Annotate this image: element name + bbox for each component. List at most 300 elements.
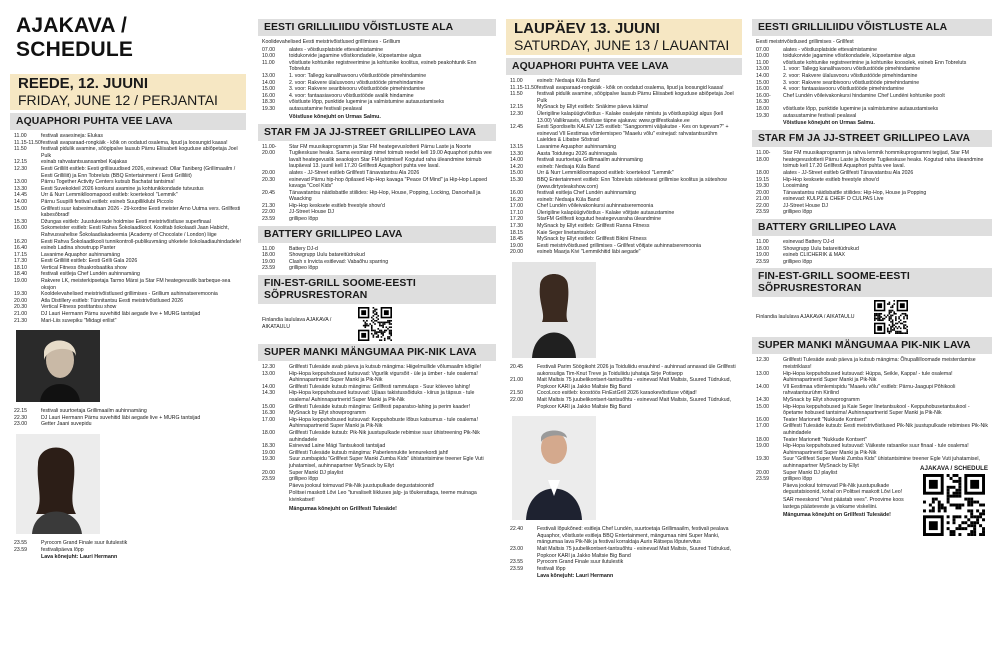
event-time: 20.00 [756, 469, 769, 476]
event-time: 17.10 [510, 209, 523, 216]
event-time: 23.59 [756, 476, 769, 483]
schedule-row [10, 408, 246, 415]
event-description: Clash x Invicta esitlevad: Vabaõhu sparring [289, 258, 389, 265]
schedule-row [752, 357, 992, 370]
schedule-row [258, 47, 496, 54]
event-description: Grillfesti Tulesäde kutsub mängima: Grillfesti paparatso-lahing ja perim kaader! [289, 403, 471, 410]
event-description: DJ Lauri Hermann Pärnu suvehitid läbi aegade live + MURG tantsijad [41, 414, 201, 421]
section-battery-stage: BATTERY GRILLIPEO LAVA [258, 226, 496, 243]
schedule-row [752, 252, 992, 259]
event-description: Hip-Hopa keppuhobused kutsuvad: Ujlaas takistussõiduks - kiirus ja täpsus - tule osalema! Auhinnapartnerid Super Manki ja Pik-Nik [289, 390, 475, 403]
event-time: 20.00 [14, 297, 27, 304]
event-time: 18.00 [756, 105, 769, 112]
event-description: Grillfesti Tulesäde avab päeva ja kutsub mängima: Hiigelmullide võlumaailm kõigile! [289, 364, 482, 371]
event-time: 19.15 [756, 176, 769, 183]
event-time: 23.59 [262, 476, 275, 483]
event-description: Pärnu Together Activity Centers kutsub Bachatat tantsima! [41, 179, 175, 186]
performer-photo [512, 262, 596, 358]
event-list [10, 133, 246, 324]
event-time: 18.00 [756, 245, 769, 252]
schedule-row [10, 192, 246, 199]
event-time: 20.00 [262, 169, 275, 176]
schedule-row [506, 236, 742, 243]
schedule-row [258, 144, 496, 170]
event-time: 16.30 [262, 410, 275, 417]
event-time: 11.00 [262, 59, 275, 66]
schedule-row [506, 78, 742, 85]
schedule-row [258, 99, 496, 106]
event-description: festivalipäeva lõpp [41, 546, 84, 553]
event-description: võistluste kohtunike registreerimine ja kohtunike koosolek, esineb Enn Tobreluts [783, 59, 967, 66]
section-grilliliit-competition: EESTI GRILLILIIDU VÕISTLUSTE ALA [258, 19, 496, 36]
event-time: 20.45 [262, 189, 275, 196]
event-time: 23.55 [510, 559, 523, 566]
event-description: festivali pidulik avamine, sõögipalve lausub Pärnu Eliisabeti koguduse abiõpetaja Joel Pulk [41, 146, 238, 159]
event-description: Hip-Hopa keppuhobused kutsuvad: Väikeste ratsanike suur finaal - tule osalema! Auhinnapartnerid Super Manki ja Pik-Nik [783, 443, 969, 456]
event-description: alates - JJ-Street esitleb Grillfesti Tänavatantsu Ala 2026 [289, 169, 420, 176]
event-description: grillipeo lõpp [289, 216, 319, 223]
event-time: 23.55 [14, 540, 27, 546]
event-description: Chef Lundén võileivakonkursi hindamine Chef Lundéni kohtunike poolt [783, 92, 945, 99]
qr-code-icon[interactable] [358, 307, 392, 341]
schedule-row [506, 546, 742, 559]
event-description: Eesti Grilliliit esitleb: Eesti Grilli Gala 2026 [41, 258, 138, 265]
schedule-row [752, 423, 992, 436]
restaurant-schedule-label: Finlandia laululava AJAKAVA / AIKATAULU [262, 317, 332, 331]
event-time: 11.00 [262, 245, 275, 252]
event-description: Suur "Grillfest Super Manki Zumba Kids" ühistantsimine treener Egle Vuti juhatamisel, auhinnapartner MySnack by Ellyt [783, 456, 980, 469]
event-description: 1. voor: Tallegg kanalihavooru võistlustööde pimehindamine [783, 66, 921, 73]
schedule-row [10, 179, 246, 186]
event-time: 16.20 [14, 238, 27, 245]
event-time: 14.20 [510, 163, 523, 170]
event-description: 4. voor: fantaasiavooru võistlustööde avalik hindamine [289, 92, 414, 99]
schedule-row [258, 53, 496, 60]
event-list [506, 526, 742, 572]
event-description: esinevad Pärnu hip-hop õpilased Hip-Hop kavaga "Peace Of Mind" ja Hip-Hop Lapsed kavaga "Cool Kids" [289, 176, 488, 190]
column-friday-main [10, 0, 246, 671]
event-time: 20.00 [756, 189, 769, 196]
section-fin-est-restaurant: FIN-EST-GRILL SOOME-EESTI SÕPRUSRESTORAN [258, 275, 496, 304]
event-description: Getter Jaani suvepidu [41, 421, 92, 428]
schedule-row [10, 311, 246, 318]
section-note: Võistluse kõnejuht on Urmas Salmu. [289, 113, 381, 120]
event-time: 15.00 [510, 170, 523, 177]
event-time: 18.40 [14, 271, 27, 278]
qr-code-icon[interactable] [923, 474, 985, 536]
event-time: 13.00 [262, 370, 275, 377]
schedule-row [10, 133, 246, 140]
event-time: 23.59 [756, 209, 769, 216]
schedule-row [506, 203, 742, 210]
event-description: esineb Maarja Kivi "Lemmikhitid läbi aegade" [537, 249, 641, 256]
event-time: 07.00 [262, 46, 275, 53]
event-time: 23.59 [510, 565, 523, 572]
event-description: Grillfesti Tulesäde kutsub mängima: Paberlennukite lennurekordi jaht! [289, 449, 449, 456]
schedule-row [258, 265, 496, 272]
event-description: Hip-Hop kesksete esitleb freestyle show'd [783, 176, 879, 183]
page-title: AJAKAVA / SCHEDULE [16, 14, 134, 61]
event-description: JJ-Street House DJ [783, 202, 828, 209]
schedule-row [258, 390, 496, 403]
event-time: 23.59 [262, 265, 275, 272]
event-time: 17.00 [262, 416, 275, 423]
schedule-row [258, 252, 496, 259]
event-time: 22.30 [14, 414, 27, 421]
schedule-row [10, 159, 246, 166]
schedule-row [752, 190, 992, 197]
event-time: 16.00 [510, 190, 523, 197]
schedule-row [258, 93, 496, 100]
event-description: Star FM muusikaprogramm ja Star FM heategevuslotterii Pärnu Laste ja Noorte Tugikeskuse heaks. Sama eesmärgi nimel toimub reedel kell 19.00 Aquaphori puhta vee lavalt heategevuslik seaoksjon Star FM juhtimisel! Kogutud raha üleandmine toimub laupäeval 13. juunil kell 17.20 Grillfesti Aquaphori puhta vee laval. [289, 143, 492, 170]
event-list [10, 408, 246, 428]
event-description: Mait Maltsis 75 juubelikontsert-tantsuõhtu - esinevad Mait Maltsis, Suured Tüdrukud, Popkoor KARI ja Jakko Maltsie Big Band [537, 397, 731, 410]
schedule-row [506, 151, 742, 158]
schedule-row [506, 223, 742, 230]
event-description: esineb: Nedsaja Küla Band [537, 78, 600, 84]
schedule-row [752, 259, 992, 266]
schedule-row [506, 364, 742, 377]
event-description: Loosimäng [783, 183, 809, 190]
schedule-row [506, 197, 742, 204]
event-time: 19.00 [510, 242, 523, 249]
event-description: Urr & Nurr Lemmiklloomapood esitleb: koertekool "Lemmik" [537, 170, 674, 177]
event-description: Teater Marionett "Nukkude Kontsert" [783, 436, 867, 443]
schedule-row [752, 170, 992, 177]
schedule-row [10, 186, 246, 193]
schedule-row [258, 209, 496, 216]
event-description: Eesti meistrivõistlused grillimises - Grillfest võitjate auhinnatseremoonia [537, 242, 702, 249]
schedule-row [258, 470, 496, 477]
event-description: esineb: Nedsaja Küla Band [537, 196, 600, 203]
event-description: Grillfesti Tulesäde kutsub mängima: Grillfesti rammulaps - Suur köieveo lahing! [289, 383, 471, 390]
event-list [752, 150, 992, 216]
schedule-row [506, 111, 742, 124]
event-time: 14.00 [510, 157, 523, 164]
event-description: Esinevad Laine Mägi Tantsukooli tantsijad [289, 443, 386, 450]
event-time: 15.30 [14, 218, 27, 225]
schedule-row [506, 377, 742, 390]
event-description: Pyrocom Grand Finale suur ilutulestik [537, 559, 624, 566]
event-description: esinevad Battery DJ-d [783, 239, 835, 246]
event-description: autasustamine festivali pealaval [783, 112, 857, 119]
column-friday-areas [258, 0, 496, 671]
event-time: 18.00 [262, 252, 275, 259]
event-time: 17.15 [14, 251, 27, 258]
schedule-row [506, 216, 742, 223]
performer-photo [16, 434, 100, 534]
event-description: esineb: Nedsaja Küla Band [537, 163, 600, 170]
event-time: 18.30 [262, 99, 275, 106]
event-description: 2. voor: Rakvere ülalusvooru võistlustööde pimehindamine [783, 72, 918, 79]
schedule-row [10, 415, 246, 422]
schedule-row [752, 397, 992, 404]
event-time: 16.00-16.30 [756, 92, 771, 106]
event-description: Star FM muusikaprogramm ja rahva lemmik hommikuprogrammi tegijad, Star FM heategevuslotterii Pärnu Laste ja Noorte Tugikeskuse heaks. Kogutud raha üleandmine toimub kell 17.20 Grillfesti Aquaphori puhta vee laval. [783, 150, 984, 170]
event-description: festivali suurtoetaja Grillimaailm auhinnamäng [537, 157, 643, 164]
event-time: 13.00 [756, 66, 769, 73]
event-description: Eesti Suvekokteil 2026 konkursi avamine ja kohtunikkondade tutvustus [41, 185, 204, 192]
event-description: Atla Distillery esitleb: Tünnitantsu Eesti meistrivõistlused 2026 [41, 297, 184, 304]
performer-photo [512, 416, 596, 520]
schedule-row [752, 404, 992, 417]
event-time: 12.15 [510, 104, 523, 111]
event-list [506, 364, 742, 410]
event-time: 23.59 [756, 258, 769, 265]
schedule-row [258, 430, 496, 443]
stage-host: Lava kõnejuht: Lauri Hermann [41, 554, 118, 561]
event-description: toidukorvide jagamine võistkondadele, küpsetamise algus [289, 53, 422, 60]
event-time: 23.59 [14, 546, 27, 553]
event-description: Chef Lundén võileivakonkursi auhinnatseremoonia [537, 203, 654, 210]
schedule-row [258, 443, 496, 450]
event-time: 17.00 [756, 423, 769, 430]
schedule-row [258, 73, 496, 80]
event-time: 19.00 [262, 258, 275, 265]
event-time: 10.00 [756, 53, 769, 60]
qr-code-icon[interactable] [874, 300, 908, 334]
event-description: Ülerigiline kalapüügivõistlus - Kalake osalejate nimistu ja võistluspüügi algus (kell 13.00) Vallikraavis, võistluse täpne ajakava: www.grillfestkalake.ee [537, 110, 723, 124]
section-note: SAR meeskond "Vest päästab vees". Proovime koos lastega päästevestе ja viskame viskeliini. [783, 496, 904, 510]
schedule-row [752, 417, 992, 424]
event-time: 12.30 [14, 165, 27, 172]
event-time: 12.45 [510, 124, 523, 131]
event-description: DJ Lauri Hermann Pärnu suvehitid läbi aegade live + MURG tantsijad [41, 311, 201, 318]
event-time: 20.00 [262, 469, 275, 476]
event-description: Kooldelevahelised meistrivõistlused grillimises - Grillium auhinnatseremoonia [41, 291, 218, 298]
event-time: 19.30 [262, 456, 275, 463]
event-time: 17.00 [510, 203, 523, 210]
schedule-row [506, 559, 742, 566]
schedule-row [752, 113, 992, 120]
event-time: 16.40 [14, 245, 27, 252]
schedule-row [752, 246, 992, 253]
schedule-row [10, 199, 246, 206]
event-description: esineb Ladina showtrupp Panter [41, 245, 116, 252]
event-description: grillipeo lõpp [783, 209, 813, 216]
schedule-row [506, 85, 742, 92]
section-supermanki-stage: SUPER MANKI MÄNGUMAA PIK-NIK LAVA [752, 337, 992, 354]
schedule-row [752, 443, 992, 456]
event-time: 14.00 [14, 198, 27, 205]
schedule-row [506, 210, 742, 217]
event-description: Vertical Fitness postitantsu show [41, 304, 117, 311]
event-description: Showgrupp Uulu batareitüdrukud [783, 245, 859, 252]
schedule-row [752, 80, 992, 87]
event-description: Džungas esitleb: Juustukerade hoidmise Eesti meistrivõistluse superfinaal [41, 218, 211, 225]
event-description: alates - võistlusplatside ettevalmistamine [783, 46, 877, 53]
event-description: esinab rahvatantsuansambel Kajakas [41, 159, 128, 166]
section-aquaphor-stage: AQUAPHORI PUHTA VEE LAVA [10, 113, 246, 130]
event-description: Festivali lõpukõned: esitleja Chef Lundén, suurtoetaja Grillimaailm, festivali pealava Aquaphor, võistluste esitleja BBQ Entertainment, mängumaa nimi Super Manki, mängumaa lava Pik-Nik ja festival korraldaja Auris Rätsepa lõputervitus [537, 526, 729, 546]
schedule-row [10, 166, 246, 179]
schedule-row [258, 476, 496, 483]
performer-photo [16, 330, 100, 402]
event-time: 17.30 [510, 223, 523, 230]
section-note: Mängumaa kõnejuht on Grillfesti Tulesäde! [289, 505, 397, 512]
schedule-row [258, 106, 496, 113]
event-description: Mait Maltsis 75 juubelikontsert-tantsuõhtu - esinevad Mait Maltsis, Suured Tüdrukud, Popkoor KARI ja Jakko Maltsie Big Band [537, 545, 731, 559]
event-list [258, 364, 496, 483]
schedule-qr-block [920, 465, 988, 541]
event-time: 11.00-20.00 [262, 143, 277, 157]
event-list [258, 47, 496, 113]
event-description: Super Manki DJ playlist [783, 469, 838, 476]
day-subtitle: SATURDAY, JUNE 13 / LAUANTAI [514, 37, 730, 53]
schedule-row [258, 410, 496, 417]
event-description: Hip-Hopa keppuhobused kutsuvad: Vigurlik vigursõit - üle ja ümber - tule osalema! Auhinnapartnerid Super Manki ja Pik-Nik [289, 370, 478, 384]
schedule-row [506, 170, 742, 177]
section-note: Päeva jooksul toimuvad Pik-Nik juustupulkade degustatsioonid, kohal on Politsei maskott Lõvi Leo! [783, 482, 903, 496]
schedule-row [10, 206, 246, 219]
event-time: 21.30 [14, 317, 27, 324]
event-description: grillipeo lõpp [289, 476, 319, 483]
event-time: 22.00 [510, 397, 523, 403]
event-time: 16.00 [756, 86, 769, 93]
event-time: 16.20 [510, 196, 523, 203]
day-header-friday [10, 74, 246, 110]
event-time: 15.00 [262, 86, 275, 93]
schedule-row [258, 259, 496, 266]
section-grilliliit-competition: EESTI GRILLILIIDU VÕISTLUSTE ALA [752, 19, 992, 36]
event-time: 11.50 [510, 91, 523, 98]
schedule-row [752, 53, 992, 60]
event-description: Teater Marionett "Nukkude Kontsert" [783, 416, 867, 423]
event-description: 1. voor: Tallegg kanalihavooru võistlustööde pimehindamine [289, 72, 427, 79]
event-description: Grillfesti suur kabesimultaan 2026 - 29-kordne Eesti meister Arno Uutma vers. Grillfesti kabesõbrad! [41, 205, 241, 219]
schedule-row [10, 258, 246, 265]
event-time: 15.00 [14, 205, 27, 212]
event-time: 12.30 [262, 364, 275, 371]
day-subtitle: FRIDAY, JUNE 12 / PERJANTAI [18, 92, 218, 108]
event-time: 11.00-18.00 [756, 150, 771, 163]
event-time: 17.30 [14, 258, 27, 265]
event-description: Lavanime Aquaphor auhinnamäng [537, 143, 617, 150]
schedule-row [752, 150, 992, 170]
schedule-row [506, 157, 742, 164]
event-description: Vertical Fitness õhuakrobaatika show [41, 264, 127, 271]
event-description: festivali avaparaad-rongkäik - kõik on oodatud osalema, lipud ja loosungid kaasa! [41, 139, 228, 146]
event-description: Urr & Nurr Lemmiklloomapood esitleb: koertekool "Lemmik" [41, 192, 178, 199]
event-description: MySnack by Ellyt esitleb: Grillfesti Ranna Fitness [537, 223, 650, 230]
section-starfm-stage: STAR FM JA JJ-STREET GRILLIPEO LAVA [258, 124, 496, 141]
schedule-row [258, 177, 496, 190]
event-description: MySnack by Ellyt esitleb: Snäkime päeva käima! [537, 104, 649, 111]
section-supermanki-stage: SUPER MANKI MÄNGUMAA PIK-NIK LAVA [258, 344, 496, 361]
schedule-row [752, 196, 992, 203]
event-time: 12.30 [510, 110, 523, 117]
event-description: Showgrupp Uulu batareitüdrukud [289, 252, 365, 259]
event-description: JJ-Street House DJ [289, 209, 334, 216]
schedule-row [10, 239, 246, 246]
event-time: 19.30 [756, 183, 769, 190]
schedule-row [258, 417, 496, 430]
event-time: 11.00 [756, 239, 769, 246]
section-battery-stage: BATTERY GRILLIPEO LAVA [752, 219, 992, 236]
event-description: alates - JJ-Street esitleb Grillfesti Tänavatantsu Ala 2026 [783, 169, 914, 176]
schedule-row [258, 203, 496, 210]
section-fin-est-restaurant: FIN-EST-GRILL SOOME-EESTI SÕPRUSRESTORAN [752, 268, 992, 297]
event-list [752, 357, 992, 482]
event-description: esinevad: KULPZ & CHEIF O CULPAS Live [783, 196, 884, 203]
schedule-row [10, 298, 246, 305]
stage-host: Lava kõnejuht: Lauri Hermann [537, 573, 614, 580]
event-time: 21.00 [756, 196, 769, 203]
event-description: festivali lõpp [537, 565, 566, 572]
event-time: 19.30 [756, 112, 769, 119]
event-description: Eesti Grillilit esitleb: Eesti grillisuudised 2026, esinevad: Ollar Taniberg (Grillimaailm / Eesti Grilliliit) ja Enn Tobreluts (BBQ Entertainment / Eesti Grilliliit) [41, 165, 236, 179]
schedule-row [506, 164, 742, 171]
schedule-row [752, 60, 992, 67]
schedule-row [10, 271, 246, 278]
schedule-row [506, 566, 742, 573]
schedule-row [10, 291, 246, 298]
event-description: Aasta Toidutegu 2026 auhinnagala [537, 150, 617, 157]
schedule-row [258, 216, 496, 223]
event-description: Mari-Liis suvepiku "Midagi erilist" [41, 317, 117, 324]
event-description: alates - võistlusplatside ettevalmistamine [289, 46, 383, 53]
schedule-row [506, 249, 742, 256]
event-time: 23.00 [510, 545, 523, 552]
section-aquaphor-stage: AQUAPHORI PUHTA VEE LAVA [506, 58, 742, 75]
schedule-row [10, 547, 246, 554]
event-time: 11.50 [14, 146, 27, 153]
event-time: 11.00 [14, 133, 27, 139]
event-description: Eesti Rahva Šokolaadikooli tunnikontroll-publikuvmäng uhketele šokolaadiauhindadele! [41, 238, 242, 245]
event-description: Hip-Hopa keppuhobused kutsuvad: Hüppa, Seikle, Kappa! - tule osalema! Auhinnapartnerid Super Manki ja Pik-Nik [783, 370, 953, 384]
schedule-row [258, 246, 496, 253]
event-time: 19.30 [756, 456, 769, 463]
schedule-row [10, 252, 246, 259]
event-time: 07.00 [756, 46, 769, 53]
schedule-row [258, 60, 496, 73]
event-time: 12.30 [756, 357, 769, 364]
event-description: võistluste lõpp, punktide lugemine ja valmistumine autasustamiseks [289, 99, 445, 106]
event-description: festivali avaesineja: Elukas [41, 133, 103, 139]
restaurant-schedule-label: Finlandia laululava AJAKAVA / AIKATAULU [756, 314, 855, 321]
event-time: 14.30 [756, 397, 769, 403]
event-description: VII Eestimaa võimlemispidu "Maaelu võlu" esitleb: Pärnu-Jaagupi Põhikooli rahvatantsurühm Kirilind [783, 383, 956, 397]
event-time: 22.00 [756, 202, 769, 209]
event-description: Tänavatantsu näidisbattle stiilides: Hip-Hop, House, Popping, Locking, Dancehall ja Waacking [289, 189, 481, 203]
event-description: Lavanime Aquaphor auhinnamäng [41, 251, 121, 258]
schedule-row [258, 190, 496, 203]
event-description: Mait Maltsis 75 juubelikontsert-tantsuõhtu - esinevad Mait Maltsis, Suured Tüdrukud, Popkoor KARI ja Jakko Maltsie Big Band [537, 377, 731, 390]
event-time: 13.00 [756, 370, 769, 377]
event-time: 19.00 [14, 278, 27, 285]
event-time: 11.00 [756, 59, 769, 66]
event-time: 13.30 [14, 185, 27, 192]
schedule-row [752, 73, 992, 80]
schedule-row [506, 243, 742, 250]
supermanki-block [752, 357, 992, 519]
event-time: 14.00 [756, 383, 769, 390]
event-description: Pärnu Suupilli festival esitleb: esineb Suupillikilubi Piccolo [41, 198, 174, 205]
event-time: 18.00 [756, 436, 769, 443]
schedule-row [752, 47, 992, 54]
schedule-row [506, 397, 742, 410]
event-description: Hip-Hop kesksete esitleb freestyle show'd [289, 202, 385, 209]
event-time: 10.00 [262, 53, 275, 60]
event-list [506, 78, 742, 256]
event-description: 4. voor: fantaasiavooru võistlustööde pimehindamine [783, 86, 905, 93]
section-intro: Eesti meistrivõistlused grillimises - Grillfest [756, 39, 854, 45]
section-note: Võistluse kõnejuht on Urmas Salmu. [783, 120, 875, 127]
event-time: 11.00 [510, 78, 523, 84]
event-time: 14.45 [14, 192, 27, 199]
event-time: 14.00 [262, 79, 275, 86]
schedule-row [10, 265, 246, 272]
